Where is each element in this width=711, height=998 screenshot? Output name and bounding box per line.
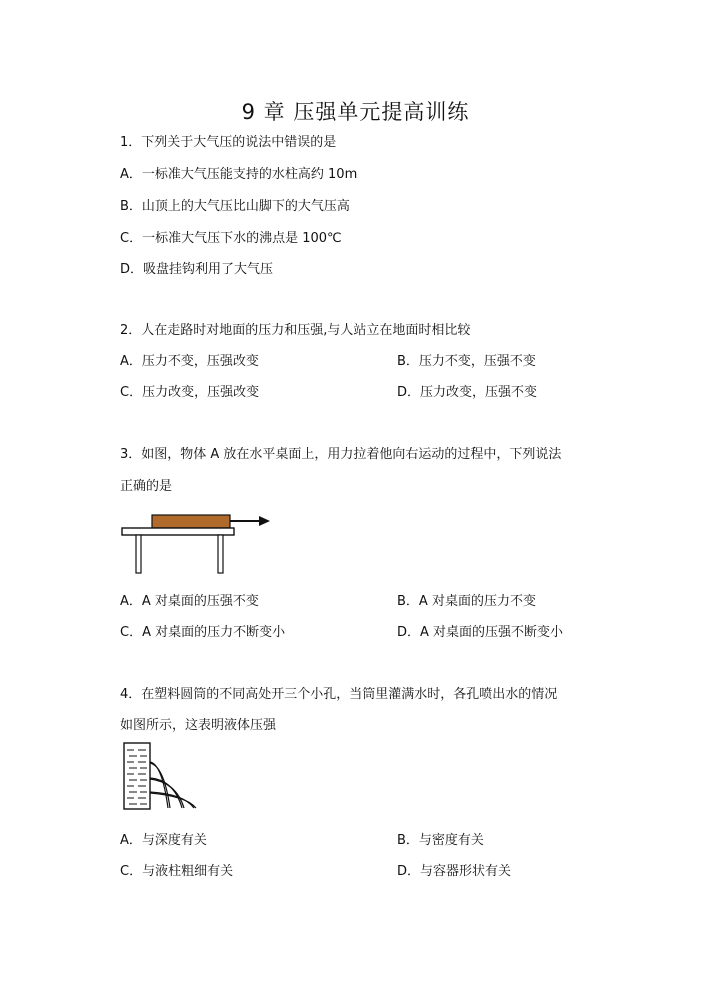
q3-option-b: B．A 对桌面的压力不变: [397, 594, 536, 609]
block-a: [152, 515, 230, 528]
q2-stem: 2．人在走路时对地面的压力和压强,与人站立在地面时相比较: [120, 323, 471, 338]
q1-stem: 1．下列关于大气压的说法中错误的是: [120, 135, 337, 150]
q4-option-c: C．与液柱粗细有关: [120, 864, 234, 879]
q4-stem-line1: 4．在塑料圆筒的不同高处开三个小孔，当筒里灌满水时，各孔喷出水的情况: [120, 687, 558, 702]
q2-option-c: C．压力改变，压强改变: [120, 385, 260, 400]
q1-option-c: C．一标准大气压下水的沸点是 100℃: [120, 231, 342, 246]
q2-option-d: D．压力改变，压强不变: [397, 385, 538, 400]
q3-option-d: D．A 对桌面的压强不断变小: [397, 625, 564, 640]
q3-stem-line2: 正确的是: [120, 479, 173, 494]
q3-stem-line1: 3．如图，物体 A 放在水平桌面上，用力拉着他向右运动的过程中，下列说法: [120, 447, 562, 462]
table-leg-right: [218, 535, 223, 573]
water-jet-bottom: [150, 792, 194, 808]
tabletop: [122, 528, 234, 535]
arrow-head-icon: [259, 516, 270, 526]
q4-option-a: A．与深度有关: [120, 833, 207, 848]
cylinder: [124, 743, 150, 809]
q1-option-d: D．吸盘挂钩利用了大气压: [120, 262, 274, 277]
water-jets: [150, 762, 196, 808]
q3-option-c: C．A 对桌面的压力不断变小: [120, 625, 286, 640]
q3-option-a: A．A 对桌面的压强不变: [120, 594, 259, 609]
q2-option-b: B．压力不变，压强不变: [397, 354, 536, 369]
page-title: 9 章 压强单元提高训练: [241, 100, 470, 124]
q4-option-d: D．与容器形状有关: [397, 864, 512, 879]
q1-option-b: B．山顶上的大气压比山脚下的大气压高: [120, 199, 350, 214]
q4-option-b: B．与密度有关: [397, 833, 484, 848]
q2-option-a: A．压力不变，压强改变: [120, 354, 259, 369]
table-with-block-figure: [118, 510, 278, 576]
q4-stem-line2: 如图所示，这表明液体压强: [120, 718, 277, 733]
q1-option-a: A．一标准大气压能支持的水柱高约 10m: [120, 167, 358, 182]
water-cylinder-figure: [118, 740, 200, 812]
table-leg-left: [136, 535, 141, 573]
